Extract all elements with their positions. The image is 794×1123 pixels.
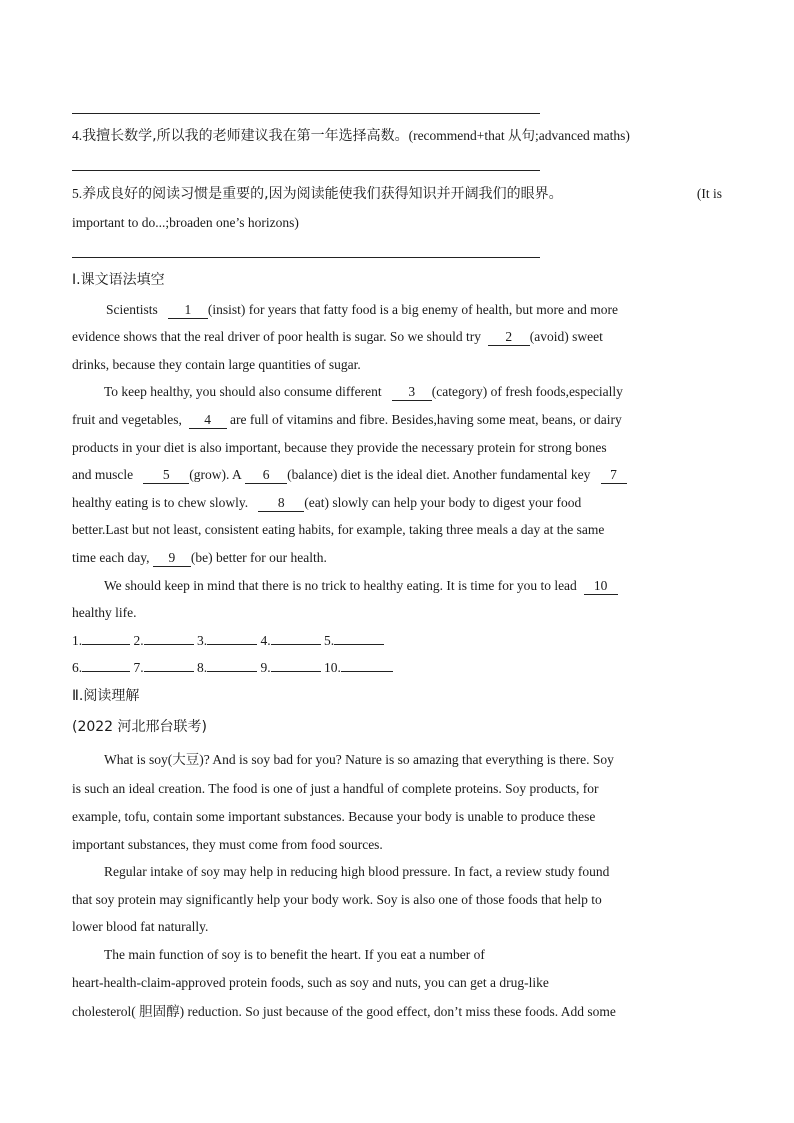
text: products in your diet is also important, because they provide the necessary protein for strong bones [72, 440, 607, 455]
answer-label: 10. [324, 660, 341, 675]
text: healthy eating is to chew slowly. [72, 495, 249, 510]
passage-line [72, 465, 722, 485]
answer-label: 7. [133, 660, 144, 675]
chinese-sentence: 养成良好的阅读习惯是重要的,因为阅读能使我们获得知识并开阔我们的眼界。 [82, 186, 563, 202]
text: are full of vitamins and fibre. Besides,having some meat, beans, or dairy [229, 412, 622, 427]
reading-line: important substances, they must come from food sources. [72, 837, 383, 852]
answer-blank-4[interactable] [271, 644, 321, 645]
answer-blank-10[interactable] [341, 671, 393, 672]
answer-row-1 [72, 631, 722, 651]
text: and muscle [72, 467, 134, 482]
reading-line: that soy protein may significantly help your body work. Soy is also one of those foods that help to [72, 892, 602, 907]
blank-5[interactable]: 5 [143, 467, 189, 484]
passage-line [72, 410, 722, 430]
passage-line [72, 548, 722, 568]
text: (be) better for our health. [190, 550, 327, 565]
item-number: 5. [72, 186, 83, 201]
text: drinks, because they contain large quantities of sugar. [72, 357, 361, 372]
passage-line [72, 327, 722, 347]
answer-blank-3[interactable] [207, 644, 257, 645]
answer-blank-5[interactable] [334, 644, 384, 645]
answer-line[interactable] [72, 170, 540, 171]
hint-continuation [72, 213, 722, 233]
reading-line: heart-health-claim-approved protein foods, such as soy and nuts, you can get a drug-like [72, 975, 549, 990]
text: healthy life. [72, 605, 137, 620]
answer-line[interactable] [72, 257, 540, 258]
source-note: (2022 河北邢台联考) [72, 719, 208, 735]
answer-label: 6. [72, 660, 83, 675]
answer-blank-6[interactable] [82, 671, 130, 672]
text: (eat) slowly can help your body to digest your food [304, 495, 582, 510]
reading-line: example, tofu, contain some important substances. Because your body is unable to produce these [72, 809, 596, 824]
passage-line [72, 520, 722, 540]
reading-line: Regular intake of soy may help in reducing high blood pressure. In fact, a review study found [104, 864, 610, 879]
blank-7[interactable]: 7 [601, 467, 627, 484]
answer-label: 9. [260, 660, 271, 675]
answer-label: 1. [72, 633, 83, 648]
text: (category) of fresh foods,especially [431, 384, 623, 399]
blank-8[interactable]: 8 [258, 495, 304, 512]
blank-6[interactable]: 6 [245, 467, 287, 484]
answer-blank-7[interactable] [144, 671, 194, 672]
passage-line [72, 355, 722, 375]
text: fruit and vegetables, [72, 412, 182, 427]
text: We should keep in mind that there is no trick to healthy eating. It is time for you to lead [104, 578, 577, 593]
text: evidence shows that the real driver of poor health is sugar. So we should try [72, 329, 482, 344]
text: (balance) diet is the ideal diet. Another fundamental key [287, 467, 591, 482]
answer-label: 4. [260, 633, 271, 648]
blank-2[interactable]: 2 [488, 329, 530, 346]
answer-label: 3. [197, 633, 208, 648]
blank-4[interactable]: 4 [189, 412, 227, 429]
blank-1[interactable]: 1 [168, 302, 208, 319]
item-number: 4. [72, 128, 83, 143]
passage-line [72, 382, 722, 402]
section-1-title: Ⅰ.课文语法填空 [72, 272, 165, 288]
answer-label: 5. [324, 633, 335, 648]
section-2-title: Ⅱ.阅读理解 [72, 688, 140, 704]
passage-line [72, 438, 722, 458]
passage-line [72, 603, 722, 623]
blank-10[interactable]: 10 [584, 578, 618, 595]
text: better.Last but not least, consistent eating habits, for example, taking three meals a day at the same [72, 522, 605, 537]
blank-3[interactable]: 3 [392, 384, 432, 401]
reading-line: cholesterol( 胆固醇) reduction. So just because of the good effect, don’t miss these foods. Add some [72, 1004, 616, 1019]
passage-line [72, 576, 722, 596]
answer-row-2 [72, 658, 722, 678]
text: Scientists [106, 302, 158, 317]
text: time each day, [72, 550, 150, 565]
text: To keep healthy, you should also consume different [104, 384, 382, 399]
answer-label: 8. [197, 660, 208, 675]
passage-line [72, 300, 722, 320]
reading-line: The main function of soy is to benefit the heart. If you eat a number of [104, 947, 485, 962]
blank-9[interactable]: 9 [153, 550, 191, 567]
chinese-sentence: 我擅长数学,所以我的老师建议我在第一年选择高数。 [82, 128, 409, 144]
text: (avoid) sweet [529, 329, 603, 344]
reading-line: is such an ideal creation. The food is one of just a handful of complete proteins. Soy products, for [72, 781, 599, 796]
answer-blank-8[interactable] [207, 671, 257, 672]
answer-blank-9[interactable] [271, 671, 321, 672]
text: (grow). A [189, 467, 242, 482]
hint-text: (It is [696, 186, 722, 201]
translation-item-5 [72, 184, 722, 204]
answer-line[interactable] [72, 113, 540, 114]
answer-blank-1[interactable] [82, 644, 130, 645]
answer-label: 2. [133, 633, 144, 648]
passage-line [72, 493, 722, 513]
reading-line: lower blood fat naturally. [72, 919, 209, 934]
reading-line: What is soy(大豆)? And is soy bad for you? Nature is so amazing that everything is there. Soy [104, 752, 614, 767]
answer-blank-2[interactable] [144, 644, 194, 645]
text: (insist) for years that fatty food is a big enemy of health, but more and more [207, 302, 619, 317]
translation-item-4 [72, 126, 722, 146]
hint-text: (recommend+that 从句;advanced maths) [408, 128, 630, 143]
hint-text: important to do...;broaden one’s horizons) [72, 215, 299, 230]
